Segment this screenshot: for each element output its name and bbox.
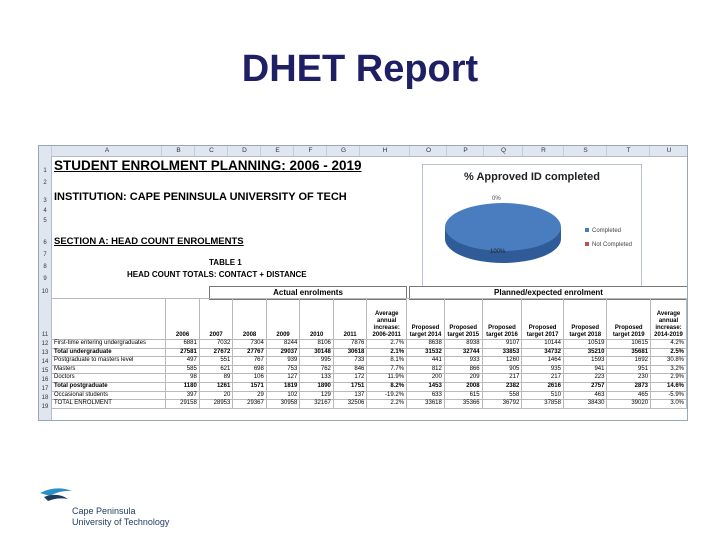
column-heading[interactable]: Proposed target 2019 — [607, 299, 651, 340]
table-cell[interactable]: 733 — [333, 357, 367, 366]
table-cell[interactable]: 8.1% — [367, 357, 407, 366]
table-cell[interactable]: 905 — [482, 365, 522, 374]
table-cell[interactable]: 36792 — [482, 400, 522, 409]
column-header[interactable]: T — [606, 146, 650, 156]
table-cell[interactable]: 7304 — [233, 340, 267, 349]
header-blank-cell[interactable] — [52, 299, 166, 340]
pie-slice-completed — [445, 203, 561, 251]
table-cell[interactable]: 941 — [563, 365, 607, 374]
table-cell[interactable]: 1180 — [166, 382, 200, 391]
table-cell[interactable]: 951 — [607, 365, 651, 374]
column-heading[interactable]: Proposed target 2017 — [522, 299, 564, 340]
row-label[interactable]: Doctors — [52, 374, 166, 383]
table-cell[interactable]: 30.8% — [651, 357, 687, 366]
table-cell[interactable]: 615 — [444, 391, 482, 400]
row-label[interactable]: TOTAL ENROLMENT — [52, 400, 166, 409]
table-cell[interactable]: -19.2% — [367, 391, 407, 400]
table-cell[interactable]: 98 — [166, 374, 200, 383]
table-cell[interactable]: 102 — [266, 391, 300, 400]
column-header[interactable]: C — [194, 146, 228, 156]
table-title[interactable]: HEAD COUNT TOTALS: CONTACT + DISTANCE — [127, 270, 307, 279]
table-cell[interactable]: 2873 — [607, 382, 651, 391]
table-cell[interactable]: 551 — [199, 357, 233, 366]
table-cell[interactable]: 34732 — [522, 348, 564, 357]
column-header[interactable]: B — [161, 146, 195, 156]
section-title[interactable]: SECTION A: HEAD COUNT ENROLMENTS — [54, 236, 244, 247]
table-cell[interactable]: 38430 — [563, 400, 607, 409]
table-cell[interactable]: 2.7% — [367, 340, 407, 349]
row-header[interactable]: 4 — [43, 208, 47, 214]
table-cell[interactable]: 8106 — [300, 340, 334, 349]
table-cell[interactable]: 8638 — [407, 340, 445, 349]
table-cell[interactable]: 2008 — [444, 382, 482, 391]
table-cell[interactable]: 4.2% — [651, 340, 687, 349]
row-header[interactable]: 3 — [43, 198, 47, 204]
table-cell[interactable]: 11.9% — [367, 374, 407, 383]
column-heading[interactable]: Proposed target 2014 — [407, 299, 445, 340]
row-header[interactable]: 5 — [43, 218, 47, 224]
column-header[interactable]: S — [563, 146, 607, 156]
table-cell[interactable]: 846 — [333, 365, 367, 374]
table-cell[interactable]: 230 — [607, 374, 651, 383]
row-header[interactable]: 18 — [41, 395, 49, 401]
table-cell[interactable]: 995 — [300, 357, 334, 366]
table-cell[interactable]: 137 — [333, 391, 367, 400]
row-header[interactable]: 16 — [41, 377, 49, 383]
table-cell[interactable]: 29037 — [266, 348, 300, 357]
table-cell[interactable]: 29367 — [233, 400, 267, 409]
table-cell[interactable]: 39020 — [607, 400, 651, 409]
table-cell[interactable]: 32506 — [333, 400, 367, 409]
table-cell[interactable]: 441 — [407, 357, 445, 366]
spreadsheet[interactable] — [38, 145, 688, 421]
column-header[interactable]: G — [326, 146, 360, 156]
chart-title: % Approved ID completed — [464, 171, 600, 183]
table-cell[interactable]: 7876 — [333, 340, 367, 349]
table-cell[interactable]: 127 — [266, 374, 300, 383]
table-cell[interactable]: 31532 — [407, 348, 445, 357]
row-header[interactable]: 8 — [43, 264, 47, 270]
table-cell[interactable]: 933 — [444, 357, 482, 366]
table-cell[interactable]: 33618 — [407, 400, 445, 409]
table-cell[interactable]: 6881 — [166, 340, 200, 349]
table-cell[interactable]: 2.2% — [367, 400, 407, 409]
table-cell[interactable]: 3.0% — [651, 400, 687, 409]
table-cell[interactable]: 397 — [166, 391, 200, 400]
table-cell[interactable]: 465 — [607, 391, 651, 400]
table-cell[interactable]: 10519 — [563, 340, 607, 349]
planned-enrolment-header[interactable]: Planned/expected enrolment — [409, 286, 688, 300]
row-label[interactable]: Postgraduate to masters level — [52, 357, 166, 366]
table-cell[interactable]: 1692 — [607, 357, 651, 366]
table-cell[interactable]: 2.5% — [651, 348, 687, 357]
row-header[interactable]: 12 — [41, 341, 49, 347]
table-cell[interactable]: 1571 — [233, 382, 267, 391]
column-header[interactable]: D — [227, 146, 261, 156]
table-cell[interactable]: 753 — [266, 365, 300, 374]
table-cell[interactable]: 1890 — [300, 382, 334, 391]
table-cell[interactable]: 8244 — [266, 340, 300, 349]
row-header[interactable]: 2 — [43, 180, 47, 186]
column-heading[interactable]: Proposed target 2015 — [444, 299, 482, 340]
table-cell[interactable]: 14.6% — [651, 382, 687, 391]
chart-label-bottom: 100% — [490, 249, 506, 255]
table-cell[interactable]: 1260 — [482, 357, 522, 366]
table-cell[interactable]: 133 — [300, 374, 334, 383]
table-cell[interactable]: 35366 — [444, 400, 482, 409]
table-cell[interactable]: 217 — [522, 374, 564, 383]
legend-not-completed: Not Completed — [585, 242, 632, 248]
slide-title: DHET Report — [241, 48, 479, 90]
table-cell[interactable]: 30618 — [333, 348, 367, 357]
row-header[interactable]: 11 — [41, 332, 49, 338]
table-cell[interactable]: 1464 — [522, 357, 564, 366]
table-row — [52, 400, 687, 409]
table-cell[interactable]: 32744 — [444, 348, 482, 357]
chart-label-top: 0% — [492, 196, 501, 202]
logo-line-1: Cape Peninsula — [72, 506, 136, 516]
row-label[interactable]: Total undergraduate — [52, 348, 166, 357]
row-header[interactable]: 6 — [43, 240, 47, 246]
column-heading[interactable]: Proposed target 2016 — [482, 299, 522, 340]
table-row — [52, 340, 687, 349]
table-cell[interactable]: 621 — [199, 365, 233, 374]
table-cell[interactable]: 35210 — [563, 348, 607, 357]
enrolment-table[interactable] — [51, 298, 687, 409]
table-cell[interactable]: 35681 — [607, 348, 651, 357]
table-cell[interactable]: 9107 — [482, 340, 522, 349]
table-cell[interactable]: 32167 — [300, 400, 334, 409]
table-cell[interactable]: 29158 — [166, 400, 200, 409]
table-cell[interactable]: 106 — [233, 374, 267, 383]
table-label[interactable]: TABLE 1 — [209, 258, 242, 267]
row-label[interactable]: First-time entering undergraduates — [52, 340, 166, 349]
table-cell[interactable]: 172 — [333, 374, 367, 383]
column-heading[interactable]: 2011 — [333, 299, 367, 340]
table-header-row — [52, 299, 687, 340]
table-cell[interactable]: 27767 — [233, 348, 267, 357]
table-row — [52, 348, 687, 357]
table-cell[interactable]: 2757 — [563, 382, 607, 391]
table-cell[interactable]: -5.9% — [651, 391, 687, 400]
institution-title[interactable]: INSTITUTION: CAPE PENINSULA UNIVERSITY OF TECH — [54, 191, 347, 203]
table-cell[interactable]: 558 — [482, 391, 522, 400]
table-row — [52, 357, 687, 366]
table-cell[interactable]: 30958 — [266, 400, 300, 409]
table-cell[interactable]: 129 — [300, 391, 334, 400]
table-cell[interactable]: 1819 — [266, 382, 300, 391]
table-cell[interactable]: 510 — [522, 391, 564, 400]
row-header[interactable]: 9 — [43, 276, 47, 282]
column-header[interactable]: F — [293, 146, 327, 156]
column-header[interactable]: Q — [483, 146, 523, 156]
table-cell[interactable]: 27672 — [199, 348, 233, 357]
row-header[interactable]: 17 — [41, 386, 49, 392]
table-cell[interactable]: 20 — [199, 391, 233, 400]
table-cell[interactable]: 10615 — [607, 340, 651, 349]
column-heading[interactable]: 2007 — [199, 299, 233, 340]
table-row — [52, 374, 687, 383]
table-row — [52, 365, 687, 374]
table-cell[interactable]: 812 — [407, 365, 445, 374]
table-cell[interactable]: 223 — [563, 374, 607, 383]
table-cell[interactable]: 7032 — [199, 340, 233, 349]
table-row — [52, 382, 687, 391]
table-cell[interactable]: 10144 — [522, 340, 564, 349]
table-cell[interactable]: 8.2% — [367, 382, 407, 391]
table-cell[interactable]: 33853 — [482, 348, 522, 357]
column-heading[interactable]: 2009 — [266, 299, 300, 340]
table-cell[interactable]: 762 — [300, 365, 334, 374]
column-header[interactable]: A — [51, 146, 162, 156]
column-header[interactable]: U — [649, 146, 688, 156]
table-cell[interactable]: 2.9% — [651, 374, 687, 383]
column-header[interactable]: H — [359, 146, 410, 156]
logo-swoosh-icon — [40, 488, 72, 496]
table-cell[interactable]: 37858 — [522, 400, 564, 409]
column-heading[interactable]: 2008 — [233, 299, 267, 340]
row-label[interactable]: Masters — [52, 365, 166, 374]
table-cell[interactable]: 939 — [266, 357, 300, 366]
column-heading[interactable]: Average annual increase: 2014-2019 — [651, 299, 687, 340]
table-cell[interactable]: 28953 — [199, 400, 233, 409]
table-cell[interactable]: 1593 — [563, 357, 607, 366]
legend-completed: Completed — [585, 228, 621, 234]
row-header[interactable]: 15 — [41, 368, 49, 374]
table-row — [52, 391, 687, 400]
table-cell[interactable]: 217 — [482, 374, 522, 383]
approved-id-pie-chart[interactable] — [422, 164, 642, 288]
row-header[interactable]: 14 — [41, 359, 49, 365]
row-header[interactable]: 10 — [41, 289, 49, 295]
table-cell[interactable]: 1453 — [407, 382, 445, 391]
table-cell[interactable]: 27581 — [166, 348, 200, 357]
table-cell[interactable]: 935 — [522, 365, 564, 374]
table-cell[interactable]: 2382 — [482, 382, 522, 391]
table-cell[interactable]: 585 — [166, 365, 200, 374]
pie-chart-svg — [423, 165, 641, 287]
row-header[interactable]: 7 — [43, 252, 47, 258]
actual-enrolments-header[interactable]: Actual enrolments — [209, 286, 407, 300]
column-header[interactable]: R — [522, 146, 564, 156]
table-cell[interactable]: 1261 — [199, 382, 233, 391]
table-cell[interactable]: 30148 — [300, 348, 334, 357]
row-label[interactable]: Occasional students — [52, 391, 166, 400]
sheet-title[interactable]: STUDENT ENROLMENT PLANNING: 2006 - 2019 — [54, 158, 362, 173]
column-header[interactable]: P — [446, 146, 484, 156]
table-cell[interactable]: 29 — [233, 391, 267, 400]
table-cell[interactable]: 89 — [199, 374, 233, 383]
column-header[interactable]: E — [260, 146, 294, 156]
logo-line-2: University of Technology — [72, 517, 170, 527]
table-cell[interactable]: 497 — [166, 357, 200, 366]
column-heading[interactable]: Average annual increase: 2006-2011 — [367, 299, 407, 340]
row-label[interactable]: Total postgraduate — [52, 382, 166, 391]
table-cell[interactable]: 8938 — [444, 340, 482, 349]
table-cell[interactable]: 633 — [407, 391, 445, 400]
row-header[interactable]: 1 — [43, 168, 47, 174]
column-heading[interactable]: 2010 — [300, 299, 334, 340]
table-cell[interactable]: 7.7% — [367, 365, 407, 374]
table-cell[interactable]: 200 — [407, 374, 445, 383]
column-heading[interactable]: 2006 — [166, 299, 200, 340]
table-cell[interactable]: 698 — [233, 365, 267, 374]
column-header[interactable]: O — [409, 146, 447, 156]
table-cell[interactable]: 463 — [563, 391, 607, 400]
table-cell[interactable]: 209 — [444, 374, 482, 383]
table-cell[interactable]: 866 — [444, 365, 482, 374]
table-cell[interactable]: 1751 — [333, 382, 367, 391]
sheet-grid[interactable] — [51, 156, 687, 420]
table-cell[interactable]: 3.2% — [651, 365, 687, 374]
table-cell[interactable]: 2616 — [522, 382, 564, 391]
table-cell[interactable]: 767 — [233, 357, 267, 366]
table-cell[interactable]: 2.1% — [367, 348, 407, 357]
column-heading[interactable]: Proposed target 2018 — [563, 299, 607, 340]
row-header[interactable]: 13 — [41, 350, 49, 356]
row-header[interactable]: 19 — [41, 404, 49, 410]
